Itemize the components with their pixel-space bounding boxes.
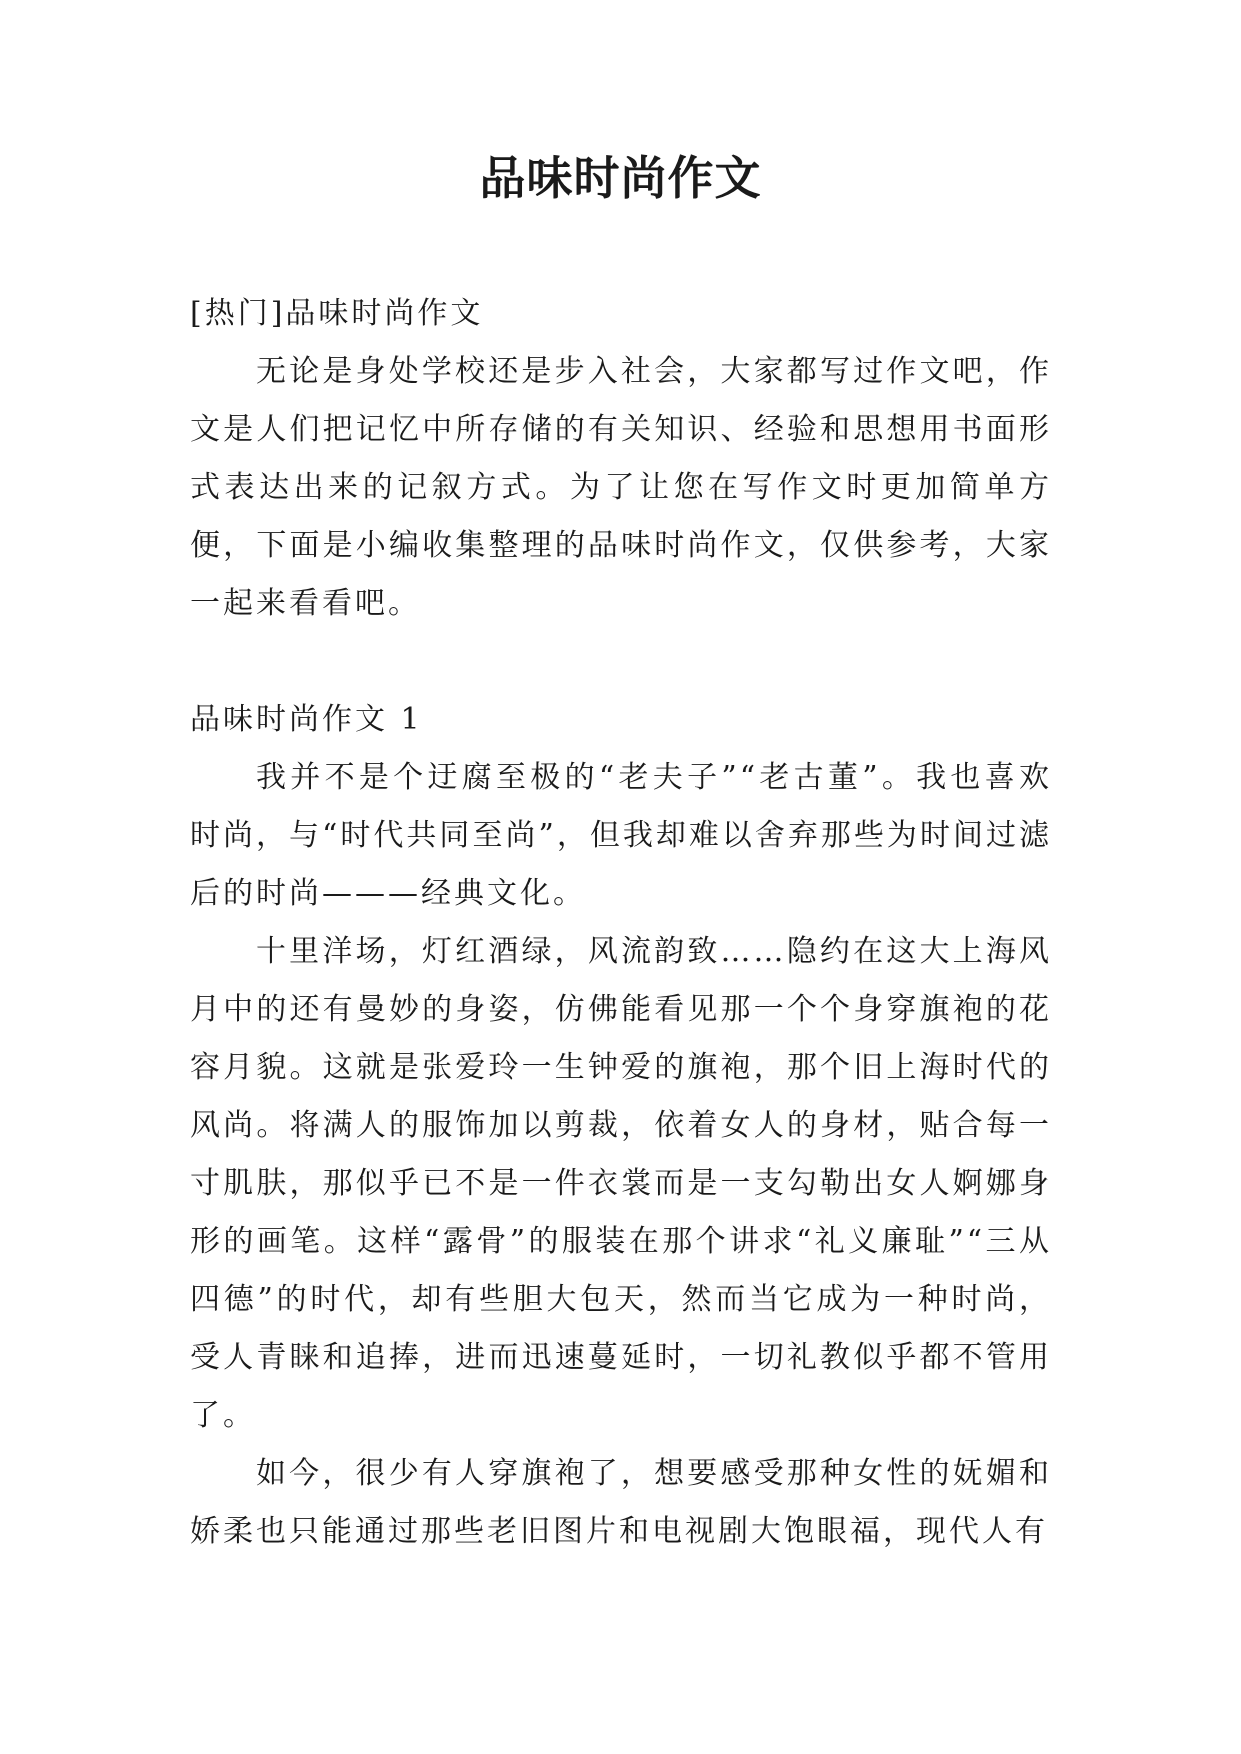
- subtitle: [热门]品味时尚作文: [190, 296, 484, 331]
- body-paragraph: 如今，很少有人穿旗袍了，想要感受那种女性的妩媚和娇柔也只能通过那些老旧图片和电视剧大饱眼福，现代人有: [190, 1456, 1052, 1549]
- section-heading: 品味时尚作文 1: [190, 702, 423, 737]
- page-title: 品味时尚作文: [479, 151, 762, 205]
- body-paragraph: 十里洋场，灯红酒绿，风流韵致……隐约在这大上海风月中的还有曼妙的身姿，仿佛能看见那一个个身穿旗袍的花容月貌。这就是张爱玲一生钟爱的旗袍，那个旧上海时代的风尚。将满人的服饰加以剪裁，依着女人的身材，贴合每一寸肌肤，那似乎已不是一件衣裳而是一支勾勒出女人婀娜身形的画笔。这样“露骨”的服装在那个讲求“礼义廉耻”“三从四德”的时代，却有些胆大包天，然而当它成为一种时尚，受人青睐和追捧，进而迅速蔓延时，一切礼教似乎都不管用了。: [190, 934, 1052, 1433]
- paragraph-spacer: [190, 633, 1052, 691]
- document-body: [190, 285, 1052, 1561]
- body-paragraph: 我并不是个迂腐至极的“老夫子”“老古董”。我也喜欢时尚，与“时代共同至尚”，但我却难以舍弃那些为时间过滤后的时尚———经典文化。: [190, 760, 1052, 911]
- intro-paragraph: 无论是身处学校还是步入社会，大家都写过作文吧，作文是人们把记忆中所存储的有关知识、经验和思想用书面形式表达出来的记叙方式。为了让您在写作文时更加简单方便，下面是小编收集整理的品味时尚作文，仅供参考，大家一起来看看吧。: [190, 354, 1052, 621]
